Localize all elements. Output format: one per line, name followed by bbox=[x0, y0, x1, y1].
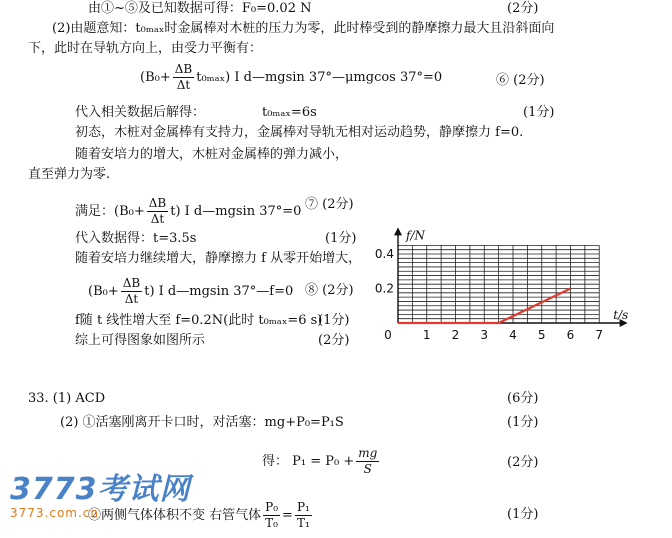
line-f0: 由①~⑤及已知数据可得：F₀=0.02 N bbox=[88, 1, 312, 16]
score-q33-part1: (6分) bbox=[507, 391, 539, 406]
line-q33-part2: (2) ①活塞刚离开卡口时，对活塞：mg+P₀=P₁S bbox=[60, 415, 344, 430]
y-tick-label: 0.2 bbox=[374, 281, 394, 296]
line-q33-part1: 33. (1) ACD bbox=[28, 391, 106, 406]
equation-7: 满足：(B₀+ $\frac{\Delta B}{\Delta t}$ t) I d—mgsin 37°=0 bbox=[75, 196, 302, 226]
line-tmax-result: t₀ₘₐₓ=6s bbox=[262, 105, 317, 120]
watermark-logo bbox=[10, 474, 191, 520]
score-f0: (2分) bbox=[507, 1, 539, 16]
line-force-zero: 直至弹力为零. bbox=[28, 167, 111, 182]
x-tick-label: 2 bbox=[451, 328, 460, 342]
chart-grid bbox=[398, 245, 599, 323]
equation-8: (B₀+ $\frac{\Delta B}{\Delta t}$ t) I d—mgsin 37°—f=0 bbox=[88, 276, 294, 306]
y-tick-label: 0.4 bbox=[374, 247, 394, 261]
x-tick-label: 3 bbox=[480, 328, 489, 342]
line-problem-2: (2)由题意知：t₀ₘₐₓ时金属棒对木桩的压力为零，此时棒受到的静摩擦力最大且沿斜面向 bbox=[52, 21, 555, 36]
score-right-tube: (1分) bbox=[507, 507, 539, 522]
score-p1: (2分) bbox=[507, 455, 539, 470]
x-axis-label: t/s bbox=[613, 308, 629, 322]
score-conclusion: (2分) bbox=[318, 333, 350, 348]
x-tick-label: 6 bbox=[566, 328, 575, 342]
score-tmax: (1分) bbox=[523, 105, 555, 120]
watermark-brand: 3773考试网 bbox=[10, 472, 191, 507]
x-tick-label: 4 bbox=[509, 328, 517, 342]
score-t: (1分) bbox=[325, 231, 357, 246]
score-eq8: ⑧ (2分) bbox=[305, 283, 354, 298]
fraction-db-dt: $\frac{\Delta B}{\Delta t}$ bbox=[174, 62, 193, 92]
friction-time-chart bbox=[370, 150, 629, 350]
x-tick-label: 1 bbox=[422, 328, 431, 342]
line-t-result: 代入数据得：t=3.5s bbox=[75, 231, 197, 246]
score-eq7: ⑦ (2分) bbox=[305, 197, 354, 212]
score-q33-part2: (1分) bbox=[507, 415, 539, 430]
line-linear-growth: f随 t 线性增大至 f=0.2N(此时 t₀ₘₐₓ=6 s) bbox=[75, 313, 323, 328]
x-tick-label: 7 bbox=[595, 328, 604, 342]
score-eq6: ⑥ (2分) bbox=[496, 73, 545, 88]
x-tick-label: 5 bbox=[537, 328, 546, 342]
equation-right-tube: ②两侧气体体积不变 右管气体 $\frac{\text{P₀}}{\text{T₀}}$ = $\frac{\text{P₁}}{\text{T₁}}$ bbox=[88, 500, 310, 530]
line-substitute: 代入相关数据后解得： bbox=[75, 105, 206, 120]
score-linear: (1分) bbox=[318, 313, 350, 328]
equation-p1: 得： P₁ = P₀ + $\frac{mg}{S}$ bbox=[262, 446, 378, 476]
fraction-db-dt: $\frac{\Delta B}{\Delta t}$ bbox=[122, 276, 141, 306]
chart-axes bbox=[394, 227, 628, 327]
equation-6: (B₀+ $\frac{\Delta B}{\Delta t}$ t₀ₘₐₓ) I d—mgsin 37°—μmgcos 37°=0 bbox=[140, 62, 443, 92]
watermark-url: 3773.com.cn bbox=[10, 506, 99, 520]
line-ampere-increase: 随着安培力的增大，木桩对金属棒的弹力减小， bbox=[75, 147, 349, 162]
y-axis-arrow bbox=[394, 227, 402, 235]
line-friction-increase: 随着安培力继续增大，静摩擦力 f 从零开始增大， bbox=[75, 251, 362, 266]
line-initial-state: 初态，木桩对金属棒有支持力，金属棒对导轨无相对运动趋势，静摩擦力 f=0. bbox=[75, 125, 524, 140]
x-tick-label: 0 bbox=[384, 328, 392, 342]
fraction-db-dt: $\frac{\Delta B}{\Delta t}$ bbox=[148, 196, 167, 226]
line-balance-intro: 下，此时在导轨方向上，由受力平衡有： bbox=[28, 41, 263, 56]
fraction-p1-t1: $\frac{\text{P₁}}{\text{T₁}}$ bbox=[296, 500, 310, 530]
y-axis-label: f/N bbox=[406, 228, 425, 243]
fraction-mg-s: $\frac{mg}{S}$ bbox=[358, 446, 378, 476]
fraction-p0-t0: $\frac{\text{P₀}}{\text{T₀}}$ bbox=[265, 500, 279, 530]
line-conclusion: 综上可得图象如图所示 bbox=[75, 333, 206, 348]
